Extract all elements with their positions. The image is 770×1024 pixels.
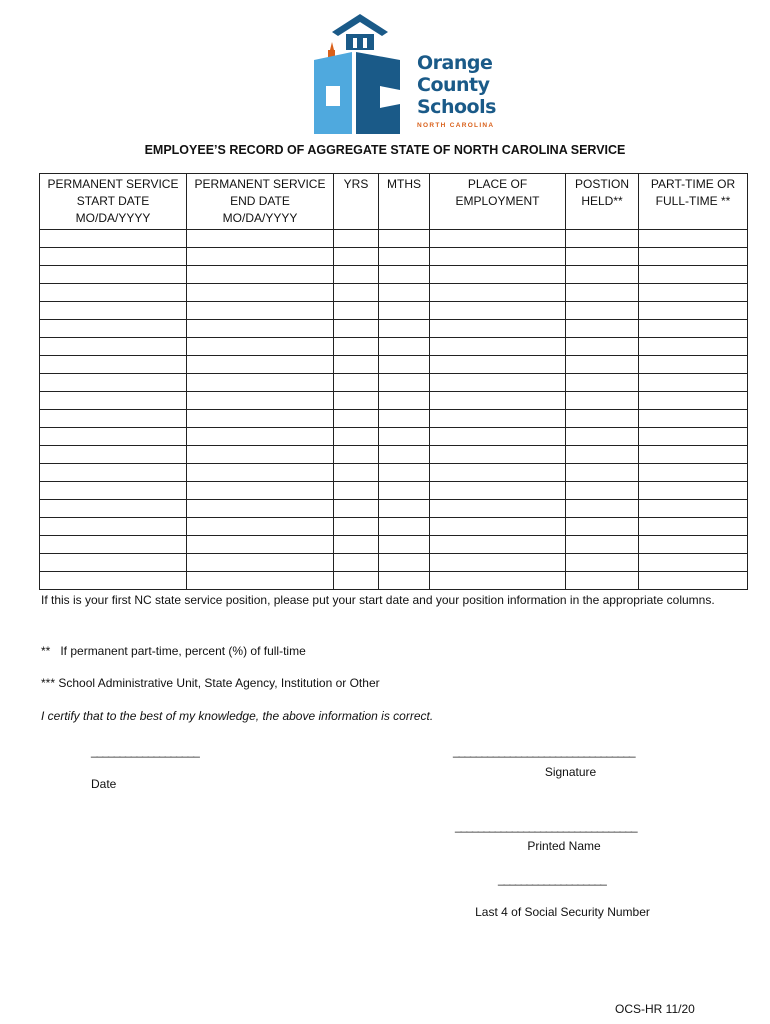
table-cell[interactable] (40, 302, 187, 320)
table-cell[interactable] (40, 392, 187, 410)
table-cell[interactable] (334, 356, 379, 374)
table-cell[interactable] (430, 518, 566, 536)
table-body (40, 230, 748, 590)
table-cell[interactable] (430, 572, 566, 590)
column-header-line: MTHS (387, 177, 421, 191)
table-cell[interactable] (566, 374, 639, 392)
table-cell[interactable] (40, 248, 187, 266)
table-cell[interactable] (639, 572, 748, 590)
table-cell[interactable] (379, 230, 430, 248)
table-cell[interactable] (334, 572, 379, 590)
table-cell[interactable] (639, 428, 748, 446)
column-header (566, 174, 639, 230)
table-cell[interactable] (40, 356, 187, 374)
date-label: Date (91, 777, 117, 791)
table-cell[interactable] (639, 392, 748, 410)
table-cell[interactable] (334, 554, 379, 572)
table-cell[interactable] (187, 482, 334, 500)
table-cell[interactable] (430, 230, 566, 248)
column-header-line: POSTION (574, 177, 629, 191)
table-row (40, 428, 748, 446)
table-cell[interactable] (639, 446, 748, 464)
table-cell[interactable] (40, 518, 187, 536)
table-cell[interactable] (566, 410, 639, 428)
table-cell[interactable] (379, 320, 430, 338)
table-row (40, 536, 748, 554)
table-cell[interactable] (430, 392, 566, 410)
table-cell[interactable] (40, 428, 187, 446)
table-cell[interactable] (430, 248, 566, 266)
column-header-line: PERMANENT SERVICE (194, 177, 326, 191)
table-cell[interactable] (639, 266, 748, 284)
table-cell[interactable] (40, 572, 187, 590)
column-header (334, 174, 379, 230)
table-cell[interactable] (334, 302, 379, 320)
table-row (40, 446, 748, 464)
table-cell[interactable] (639, 248, 748, 266)
admin-unit-note: *** School Administrative Unit, State Agency, Institution or Other (41, 676, 380, 690)
table-cell[interactable] (334, 446, 379, 464)
table-cell[interactable] (40, 500, 187, 518)
table-cell[interactable] (639, 536, 748, 554)
table-cell[interactable] (566, 572, 639, 590)
column-header-line: FULL-TIME ** (655, 194, 731, 208)
table-cell[interactable] (566, 230, 639, 248)
table-row (40, 320, 748, 338)
table-cell[interactable] (379, 572, 430, 590)
column-header-line: PART-TIME OR (650, 177, 736, 191)
form-code: OCS-HR 11/20 (615, 1002, 695, 1016)
table-cell[interactable] (566, 320, 639, 338)
table-cell[interactable] (639, 356, 748, 374)
table-row (40, 410, 748, 428)
table-cell[interactable] (334, 248, 379, 266)
table-cell[interactable] (187, 518, 334, 536)
table-cell[interactable] (379, 428, 430, 446)
table-cell[interactable] (566, 356, 639, 374)
table-cell[interactable] (334, 284, 379, 302)
table-cell[interactable] (566, 302, 639, 320)
table-cell[interactable] (187, 302, 334, 320)
table-cell[interactable] (40, 464, 187, 482)
logo-word-orange: Orange (417, 52, 493, 74)
table-cell[interactable] (430, 410, 566, 428)
table-cell[interactable] (430, 500, 566, 518)
logo-state: NORTH CAROLINA (417, 122, 495, 129)
table-row (40, 302, 748, 320)
table-row (40, 392, 748, 410)
table-cell[interactable] (566, 248, 639, 266)
table-cell[interactable] (187, 284, 334, 302)
table-row (40, 266, 748, 284)
table-cell[interactable] (187, 446, 334, 464)
orange-county-schools-logo (312, 12, 512, 134)
table-cell[interactable] (187, 248, 334, 266)
table-cell[interactable] (639, 464, 748, 482)
table-cell[interactable] (566, 554, 639, 572)
page-title: EMPLOYEE’S RECORD OF AGGREGATE STATE OF NORTH CAROLINA SERVICE (144, 143, 626, 157)
column-header (430, 174, 566, 230)
table-cell[interactable] (430, 374, 566, 392)
table-cell[interactable] (379, 518, 430, 536)
table-cell[interactable] (379, 248, 430, 266)
table-row (40, 248, 748, 266)
table-cell[interactable] (379, 446, 430, 464)
table-cell[interactable] (379, 536, 430, 554)
column-header-line: YRS (343, 177, 369, 191)
table-cell[interactable] (379, 266, 430, 284)
table-cell[interactable] (379, 482, 430, 500)
table-cell[interactable] (430, 302, 566, 320)
logo-text (417, 52, 496, 129)
table-cell[interactable] (566, 536, 639, 554)
table-cell[interactable] (566, 266, 639, 284)
table-cell[interactable] (639, 374, 748, 392)
printed-name-label: Printed Name (527, 839, 601, 853)
table-row (40, 374, 748, 392)
column-header-line: EMPLOYMENT (455, 194, 540, 208)
table-cell[interactable] (430, 338, 566, 356)
service-record-table (39, 173, 748, 590)
table-cell[interactable] (639, 284, 748, 302)
column-header (187, 174, 334, 230)
table-cell[interactable] (566, 392, 639, 410)
signature-line[interactable]: ________________________________ (453, 744, 635, 758)
table-cell[interactable] (379, 302, 430, 320)
table-cell[interactable] (430, 320, 566, 338)
table-cell[interactable] (334, 230, 379, 248)
column-header-line: PERMANENT SERVICE (47, 177, 179, 191)
table-cell[interactable] (187, 500, 334, 518)
table-cell[interactable] (40, 374, 187, 392)
column-header (639, 174, 748, 230)
column-header-line: START DATE (76, 194, 150, 208)
table-cell[interactable] (40, 446, 187, 464)
table-cell[interactable] (187, 428, 334, 446)
table-cell[interactable] (379, 284, 430, 302)
table-cell[interactable] (334, 374, 379, 392)
column-header (379, 174, 430, 230)
table-cell[interactable] (187, 410, 334, 428)
table-cell[interactable] (334, 320, 379, 338)
table-cell[interactable] (40, 230, 187, 248)
table-cell[interactable] (334, 428, 379, 446)
table-cell[interactable] (639, 410, 748, 428)
table-cell[interactable] (639, 338, 748, 356)
column-header-line: MO/DA/YYYY (222, 211, 298, 225)
table-cell[interactable] (379, 374, 430, 392)
table-cell[interactable] (566, 464, 639, 482)
table-cell[interactable] (187, 338, 334, 356)
table-cell[interactable] (187, 572, 334, 590)
table-cell[interactable] (187, 266, 334, 284)
table-cell[interactable] (639, 554, 748, 572)
table-cell[interactable] (187, 356, 334, 374)
table-row (40, 482, 748, 500)
table-cell[interactable] (379, 464, 430, 482)
table-cell[interactable] (379, 554, 430, 572)
part-time-note: ** If permanent part-time, percent (%) of full-time (41, 644, 306, 658)
table-cell[interactable] (379, 338, 430, 356)
table-cell[interactable] (334, 464, 379, 482)
logo-word-schools: Schools (417, 96, 496, 118)
table-cell[interactable] (187, 230, 334, 248)
table-cell[interactable] (187, 392, 334, 410)
table-cell[interactable] (639, 302, 748, 320)
table-cell[interactable] (40, 266, 187, 284)
table-cell[interactable] (334, 392, 379, 410)
table-cell[interactable] (639, 518, 748, 536)
table-cell[interactable] (40, 284, 187, 302)
date-line[interactable]: ___________________ (91, 744, 199, 758)
table-cell[interactable] (430, 464, 566, 482)
table-cell[interactable] (334, 500, 379, 518)
table-cell[interactable] (334, 266, 379, 284)
table-cell[interactable] (639, 482, 748, 500)
ssn-line[interactable]: ___________________ (498, 872, 606, 886)
table-cell[interactable] (430, 356, 566, 374)
table-cell[interactable] (334, 338, 379, 356)
column-header-line: END DATE (230, 194, 290, 208)
signature-label: Signature (544, 765, 597, 779)
table-cell[interactable] (334, 482, 379, 500)
table-cell[interactable] (379, 356, 430, 374)
table-row (40, 356, 748, 374)
table-cell[interactable] (40, 482, 187, 500)
table-cell[interactable] (566, 428, 639, 446)
table-cell[interactable] (187, 464, 334, 482)
table-cell[interactable] (566, 446, 639, 464)
table-cell[interactable] (430, 482, 566, 500)
table-cell[interactable] (566, 482, 639, 500)
table-cell[interactable] (187, 374, 334, 392)
table-cell[interactable] (430, 536, 566, 554)
table-cell[interactable] (430, 446, 566, 464)
table-header-row (40, 174, 748, 230)
table-row (40, 284, 748, 302)
table-cell[interactable] (40, 320, 187, 338)
table-cell[interactable] (430, 554, 566, 572)
table-cell[interactable] (639, 230, 748, 248)
table-cell[interactable] (187, 554, 334, 572)
table-cell[interactable] (379, 410, 430, 428)
first-position-note: If this is your first NC state service position, please put your start date and your position information in the appropriate columns. (41, 593, 715, 607)
column-header-line: MO/DA/YYYY (75, 211, 151, 225)
table-cell[interactable] (187, 320, 334, 338)
table-cell[interactable] (334, 410, 379, 428)
table-cell[interactable] (639, 320, 748, 338)
table-row (40, 572, 748, 590)
column-header-line: PLACE OF (467, 177, 528, 191)
table-row (40, 230, 748, 248)
certification-statement: I certify that to the best of my knowledge, the above information is correct. (41, 709, 434, 723)
table-cell[interactable] (566, 338, 639, 356)
table-cell[interactable] (639, 500, 748, 518)
table-cell[interactable] (40, 410, 187, 428)
table-cell[interactable] (40, 554, 187, 572)
table-cell[interactable] (566, 518, 639, 536)
ssn-label: Last 4 of Social Security Number (475, 905, 650, 919)
table-cell[interactable] (566, 500, 639, 518)
table-row (40, 500, 748, 518)
table-row (40, 518, 748, 536)
table-cell[interactable] (430, 266, 566, 284)
table-cell[interactable] (430, 428, 566, 446)
table-cell[interactable] (379, 500, 430, 518)
table-row (40, 464, 748, 482)
table-cell[interactable] (40, 536, 187, 554)
column-header (40, 174, 187, 230)
printed-name-line[interactable]: ________________________________ (455, 819, 637, 833)
table-cell[interactable] (430, 284, 566, 302)
table-row (40, 554, 748, 572)
table-cell[interactable] (187, 536, 334, 554)
table-cell[interactable] (566, 284, 639, 302)
column-header-line: HELD** (581, 194, 623, 208)
table-cell[interactable] (379, 392, 430, 410)
table-cell[interactable] (40, 338, 187, 356)
table-row (40, 338, 748, 356)
table-cell[interactable] (334, 536, 379, 554)
table-cell[interactable] (334, 518, 379, 536)
logo-word-county: County (417, 74, 490, 96)
